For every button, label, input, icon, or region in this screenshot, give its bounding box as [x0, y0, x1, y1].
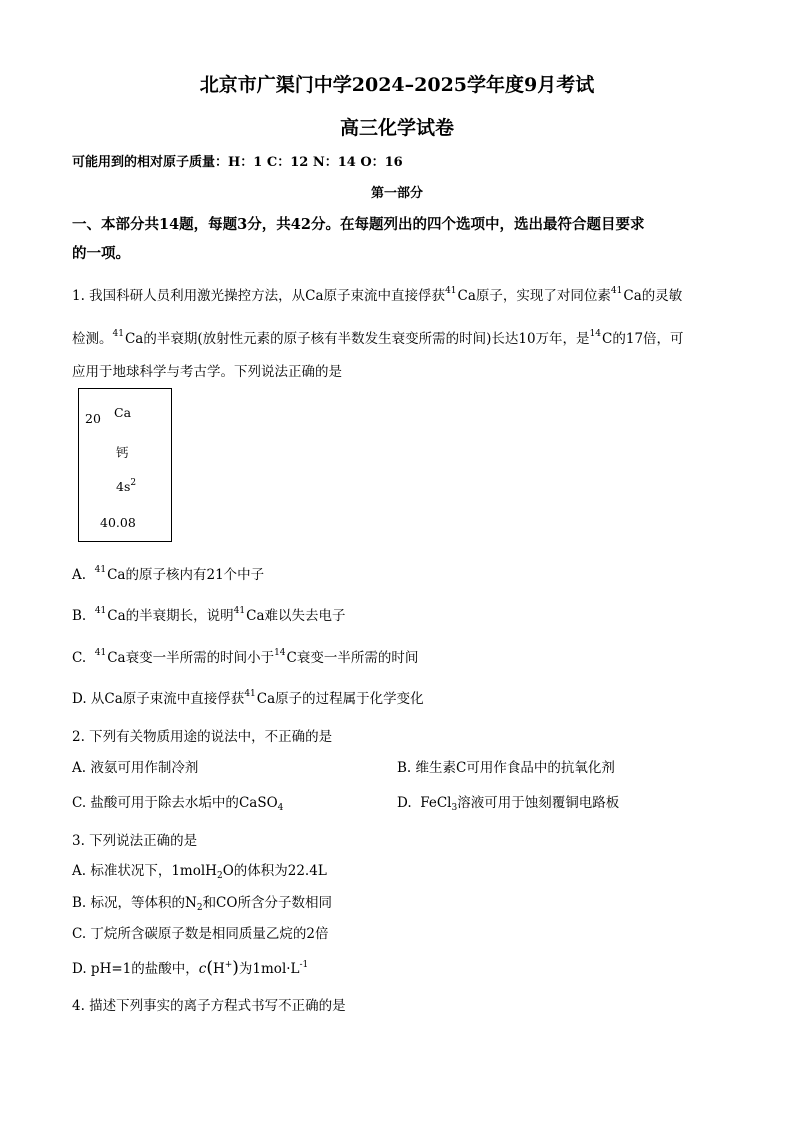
q2-stem: 2. 下列有关物质用途的说法中，不正确的是: [72, 729, 333, 745]
q2-option-b[interactable]: B. 维生素C可用作食品中的抗氧化剂: [397, 760, 615, 776]
q1-stem-line1: 1. 我国科研人员利用激光操控方法，从Ca原子束流中直接俘获$^{41}$Ca原子，实现了对同位素$^{41}$Ca的灵敏: [72, 286, 683, 304]
exam-subtitle: 高三化学试卷: [339, 117, 454, 139]
electron-config: $4s^2$: [116, 478, 137, 494]
section-instruction-cont: 的一项。: [72, 245, 130, 262]
q4-stem: 4. 描述下列事实的离子方程式书写不正确的是: [72, 998, 346, 1014]
q3-option-b[interactable]: B. 标况，等体积的$N_2$和CO所含分子数相同: [72, 895, 332, 913]
element-card-calcium: [78, 388, 172, 542]
section-instruction: 一、本部分共14题，每题3分，共42分。在每题列出的四个选项中，选出最符合题目要求: [72, 216, 645, 233]
q3-stem: 3. 下列说法正确的是: [72, 833, 198, 849]
q3-option-d[interactable]: D. pH=1的盐酸中，c(H+)为$1mol\cdot L^{-1}$: [72, 958, 309, 978]
q2-option-d[interactable]: D. FeCl$_3$溶液可用于蚀刻覆铜电路板: [397, 795, 620, 813]
q2-option-a[interactable]: A. 液氨可用作制冷剂: [72, 760, 199, 776]
q1-stem-line2: 检测。$^{41}$Ca的半衰期(放射性元素的原子核有半数发生衰变所需的时间)长达10万年，是$^{14}$C的17倍，可: [72, 329, 684, 347]
q3-option-a[interactable]: A. 标准状况下，1molH$_2$O的体积为22.4L: [72, 863, 327, 881]
q2-option-c[interactable]: C. 盐酸可用于除去水垢中的CaSO$_4$: [72, 795, 284, 813]
atomic-mass-note: 可能用到的相对原子质量：H：1 C：12 N：14 O：16: [72, 155, 403, 170]
q1-option-d[interactable]: D. 从Ca原子束流中直接俘获$^{41}$Ca原子的过程属于化学变化: [72, 689, 424, 707]
q1-option-b[interactable]: B. $^{41}$Ca的半衰期长，说明$^{41}$Ca难以失去电子: [72, 606, 346, 624]
q3-option-c[interactable]: C. 丁烷所含碳原子数是相同质量乙烷的2倍: [72, 926, 329, 942]
q1-option-c[interactable]: C. $^{41}$Ca衰变一半所需的时间小于$^{14}$C衰变一半所需的时间: [72, 648, 419, 666]
q1-option-a[interactable]: A. $^{41}$Ca的原子核内有21个中子: [72, 565, 265, 583]
q1-stem-line3: 应用于地球科学与考古学。下列说法正确的是: [72, 364, 342, 380]
atomic-number: 20: [85, 411, 101, 426]
atomic-mass: 40.08: [100, 515, 136, 530]
exam-title: 北京市广渠门中学2024–2025学年度9月考试: [199, 74, 595, 96]
element-symbol: Ca: [114, 405, 132, 420]
part-heading: 第一部分: [370, 186, 423, 201]
element-name: 钙: [116, 445, 129, 460]
